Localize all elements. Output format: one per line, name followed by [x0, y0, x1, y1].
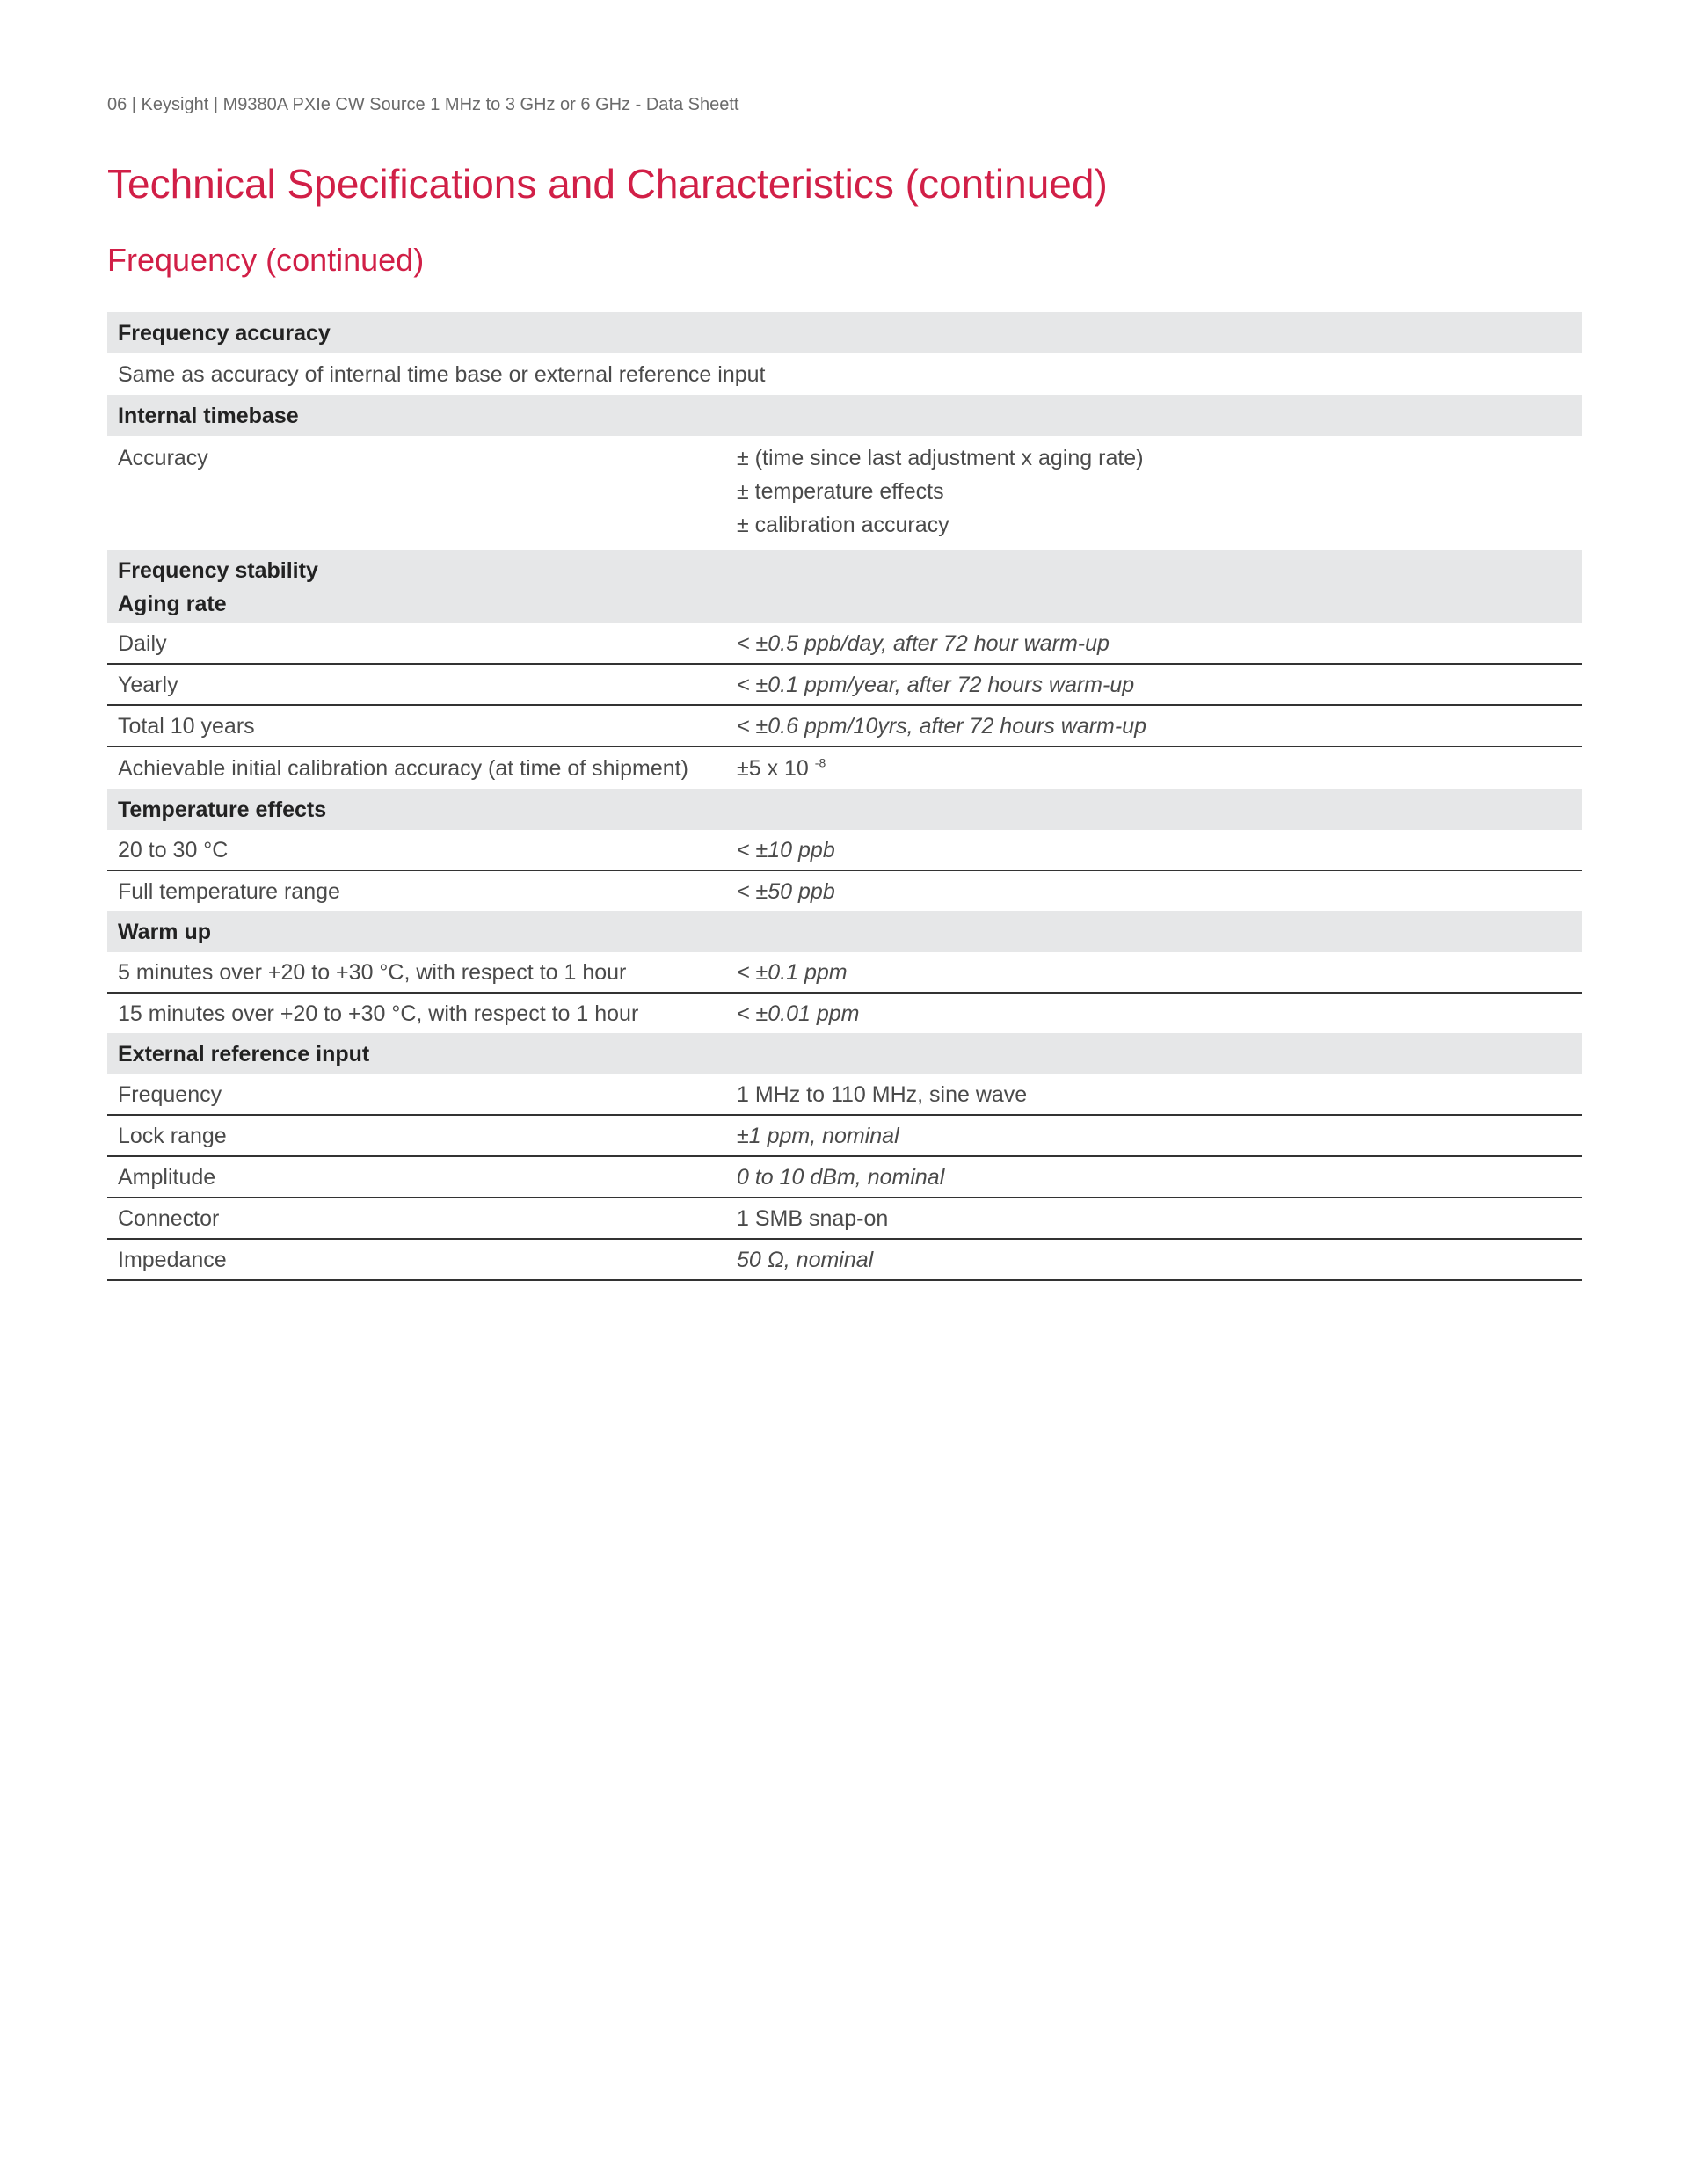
table-row [107, 1239, 1582, 1280]
row-value: < ±50 ppb [737, 878, 835, 904]
table-row [107, 664, 1582, 705]
table-row [107, 830, 1582, 870]
group-heading [107, 550, 1582, 623]
row-label: Full temperature range [118, 878, 340, 904]
group-internal-timebase [107, 395, 1582, 436]
group-external-reference-input [107, 1033, 1582, 1074]
row-value: 1 MHz to 110 MHz, sine wave [726, 1074, 1582, 1115]
table-row [107, 870, 1582, 911]
table-row [107, 993, 1582, 1033]
table-row [107, 952, 1582, 993]
spec-table [107, 312, 1582, 1281]
group-heading-line: Frequency stability [118, 557, 318, 583]
row-label: Frequency [107, 1074, 726, 1115]
row-value [726, 746, 1582, 789]
row-label: Amplitude [107, 1156, 726, 1198]
group-temperature-effects [107, 789, 1582, 830]
table-row [107, 705, 1582, 746]
table-row [107, 623, 1582, 664]
calibration-value: ±5 x 10 [737, 755, 809, 781]
accuracy-line: ± (time since last adjustment x aging rate) [737, 446, 1144, 470]
row-value: ±1 ppm, nominal [726, 1115, 1582, 1156]
table-row-calibration [107, 746, 1582, 789]
row-value [726, 436, 1582, 550]
group-heading: Frequency accuracy [107, 312, 1582, 353]
group-heading: External reference input [107, 1033, 1582, 1074]
table-row [107, 1074, 1582, 1115]
note-row [107, 353, 1582, 395]
group-subheading: Aging rate [118, 591, 227, 616]
row-value: 1 SMB snap-on [726, 1198, 1582, 1239]
group-heading: Warm up [107, 911, 1582, 952]
row-label: Accuracy [118, 446, 208, 470]
group-frequency-stability [107, 550, 1582, 623]
row-label: Yearly [107, 664, 726, 705]
row-label: Achievable initial calibration accuracy (at time of shipment) [118, 755, 688, 781]
row-label: Lock range [107, 1115, 726, 1156]
running-header: 06 | Keysight | M9380A PXIe CW Source 1 MHz to 3 GHz or 6 GHz - Data Sheett [107, 95, 739, 114]
row-label: Daily [107, 623, 726, 664]
row-value: < ±0.1 ppm/year, after 72 hours warm-up [726, 664, 1582, 705]
table-row [107, 1115, 1582, 1156]
row-value: < ±0.1 ppm [726, 952, 1582, 993]
note-text: Same as accuracy of internal time base or external reference input [118, 361, 766, 387]
row-value: < ±10 ppb [726, 830, 1582, 870]
calibration-exponent: -8 [814, 755, 826, 770]
table-row-accuracy [107, 436, 1582, 550]
row-value: < ±0.01 ppm [737, 1001, 860, 1026]
row-value: 50 Ω, nominal [726, 1239, 1582, 1280]
row-value: < ±0.5 ppb/day, after 72 hour warm-up [726, 623, 1582, 664]
accuracy-line: ± temperature effects [737, 479, 944, 504]
table-row [107, 1198, 1582, 1239]
section-title: Frequency (continued) [107, 242, 425, 278]
row-value: < ±0.6 ppm/10yrs, after 72 hours warm-up [726, 705, 1582, 746]
group-heading: Internal timebase [107, 395, 1582, 436]
group-heading: Temperature effects [107, 789, 1582, 830]
row-label: 5 minutes over +20 to +30 °C, with respect to 1 hour [107, 952, 726, 993]
page-title: Technical Specifications and Characteristics (continued) [107, 161, 1108, 207]
group-frequency-accuracy [107, 312, 1582, 353]
row-label: Total 10 years [107, 705, 726, 746]
row-label: Impedance [107, 1239, 726, 1280]
row-label: 20 to 30 °C [107, 830, 726, 870]
accuracy-line: ± calibration accuracy [737, 513, 950, 537]
row-value: 0 to 10 dBm, nominal [726, 1156, 1582, 1198]
row-label: 15 minutes over +20 to +30 °C, with respect to 1 hour [118, 1001, 639, 1026]
row-label: Connector [107, 1198, 726, 1239]
group-warm-up [107, 911, 1582, 952]
table-row [107, 1156, 1582, 1198]
